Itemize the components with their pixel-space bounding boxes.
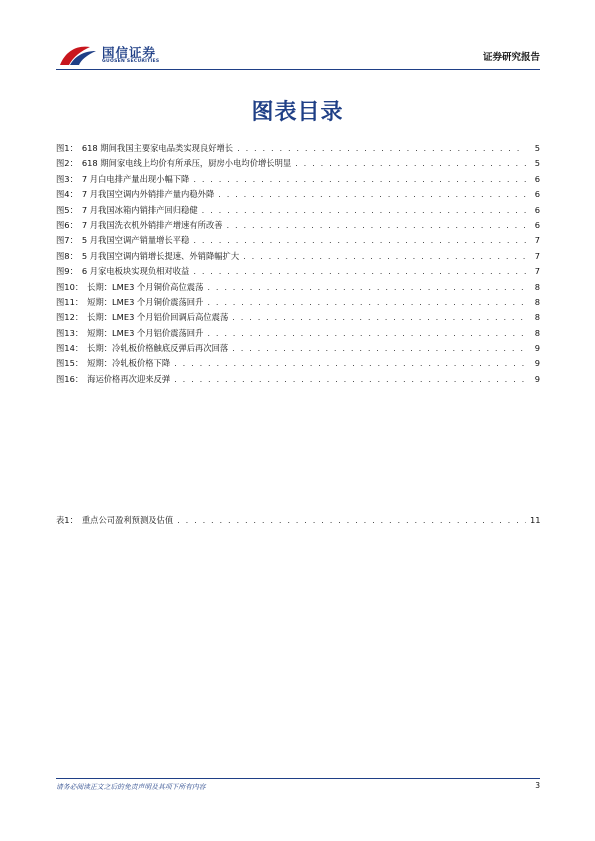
entry-title: 长期：LME3 个月铜价高位震荡 — [87, 281, 204, 292]
entry-page: 5 — [534, 143, 540, 153]
entry-page: 9 — [534, 358, 540, 369]
figure-entry-15[interactable] — [56, 356, 540, 371]
dot-leader — [232, 310, 526, 325]
entry-label: 图13： — [56, 327, 84, 338]
figure-entry-5[interactable] — [56, 203, 540, 218]
entry-label: 图12： — [56, 312, 84, 323]
figure-entry-10[interactable] — [56, 280, 540, 295]
entry-label: 图3： — [56, 173, 78, 184]
entry-page: 8 — [534, 327, 540, 338]
dot-leader — [207, 280, 526, 295]
entry-page: 7 — [534, 250, 540, 261]
figure-entry-3[interactable] — [56, 172, 540, 187]
page-title: 图表目录 — [251, 100, 344, 125]
entry-page: 6 — [534, 219, 540, 230]
figure-entry-16[interactable] — [56, 372, 540, 387]
entry-title: 重点公司盈利预测及估值 — [81, 515, 174, 525]
entry-label: 图14： — [56, 343, 84, 354]
entry-page: 8 — [534, 281, 540, 292]
report-type-label: 证券研究报告 — [482, 52, 540, 63]
entry-label: 图10： — [56, 281, 84, 292]
dot-leader — [174, 372, 526, 387]
dot-leader — [227, 218, 526, 233]
brand-name-en: GUOSEN SECURITIES — [102, 59, 160, 64]
entry-title: 长期：冷轧板价格触底反弹后再次回落 — [87, 343, 229, 354]
entry-title: 7 月我国空调内外销排产量内稳外降 — [81, 189, 215, 200]
entry-label: 图16： — [56, 373, 84, 384]
dot-leader — [243, 249, 526, 264]
dot-leader — [207, 295, 526, 310]
entry-label: 图6： — [56, 219, 78, 230]
entry-label: 图7： — [56, 235, 78, 246]
entry-label: 图4： — [56, 189, 78, 200]
entry-page: 11 — [530, 515, 541, 525]
dot-leader — [232, 341, 526, 356]
entry-title: 7 月白电排产量出现小幅下降 — [81, 173, 190, 184]
figure-entry-8[interactable] — [56, 249, 540, 264]
dot-leader — [177, 513, 526, 528]
entry-page: 9 — [534, 373, 540, 384]
header-divider — [56, 69, 540, 70]
figure-entry-2[interactable] — [56, 156, 540, 171]
dot-leader — [174, 356, 526, 371]
entry-label: 图9： — [56, 266, 78, 277]
figure-entry-12[interactable] — [56, 310, 540, 325]
table-list — [56, 513, 540, 528]
brand-logo-icon — [56, 42, 100, 68]
dot-leader — [237, 141, 526, 156]
page-header — [56, 40, 540, 70]
entry-page: 6 — [534, 173, 540, 184]
entry-page: 7 — [534, 235, 540, 246]
entry-label: 图2： — [56, 158, 78, 169]
figure-entry-4[interactable] — [56, 187, 540, 202]
figure-entry-14[interactable] — [56, 341, 540, 356]
entry-label: 表1： — [56, 515, 78, 525]
figure-entry-7[interactable] — [56, 233, 540, 248]
figure-entry-13[interactable] — [56, 326, 540, 341]
footer-page-number: 3 — [535, 781, 540, 790]
footer-disclaimer: 请务必阅读正文之后的免责声明及其项下所有内容 — [56, 783, 206, 791]
entry-label: 图11： — [56, 296, 84, 307]
dot-leader — [295, 156, 526, 171]
dot-leader — [207, 326, 526, 341]
entry-title: 7 月我国冰箱内销排产回归稳健 — [81, 204, 198, 215]
dot-leader — [218, 187, 526, 202]
entry-label: 图1： — [56, 143, 78, 153]
entry-label: 图5： — [56, 204, 78, 215]
dot-leader — [193, 172, 526, 187]
figure-list — [56, 141, 540, 387]
entry-page: 8 — [534, 296, 540, 307]
entry-title: 长期：LME3 个月铝价回调后高位震荡 — [87, 312, 229, 323]
entry-page: 7 — [534, 266, 540, 277]
entry-title: 6 月家电板块实现负相对收益 — [81, 266, 190, 277]
figure-entry-9[interactable] — [56, 264, 540, 279]
brand-name-cn: 国信证券 — [102, 45, 157, 60]
entry-title: 5 月我国空调产销量增长平稳 — [81, 235, 190, 246]
brand-logo — [56, 42, 206, 68]
entry-title: 618 期间我国主要家电品类实现良好增长 — [81, 143, 234, 153]
dot-leader — [193, 264, 526, 279]
entry-title: 7 月我国洗衣机外销排产增速有所改善 — [81, 219, 223, 230]
entry-label: 图8： — [56, 250, 78, 261]
table-entry-1[interactable] — [56, 513, 540, 528]
entry-page: 5 — [534, 158, 540, 169]
entry-page: 6 — [534, 189, 540, 200]
entry-title: 618 期间家电线上均价有所承压，厨房小电均价增长明显 — [81, 158, 292, 169]
entry-title: 5 月我国空调内销增长提速、外销降幅扩大 — [81, 250, 240, 261]
entry-page: 6 — [534, 204, 540, 215]
footer-divider — [56, 778, 540, 779]
entry-label: 图15： — [56, 358, 84, 369]
dot-leader — [193, 233, 526, 248]
figure-entry-1[interactable] — [56, 141, 540, 156]
entry-page: 9 — [534, 343, 540, 354]
figure-entry-6[interactable] — [56, 218, 540, 233]
figure-entry-11[interactable] — [56, 295, 540, 310]
dot-leader — [202, 203, 526, 218]
entry-title: 短期：LME3 个月铝价震荡回升 — [87, 327, 204, 338]
entry-title: 短期：LME3 个月铜价震荡回升 — [87, 296, 204, 307]
entry-page: 8 — [534, 312, 540, 323]
entry-title: 海运价格再次迎来反弹 — [87, 373, 171, 384]
entry-title: 短期：冷轧板价格下降 — [87, 358, 171, 369]
